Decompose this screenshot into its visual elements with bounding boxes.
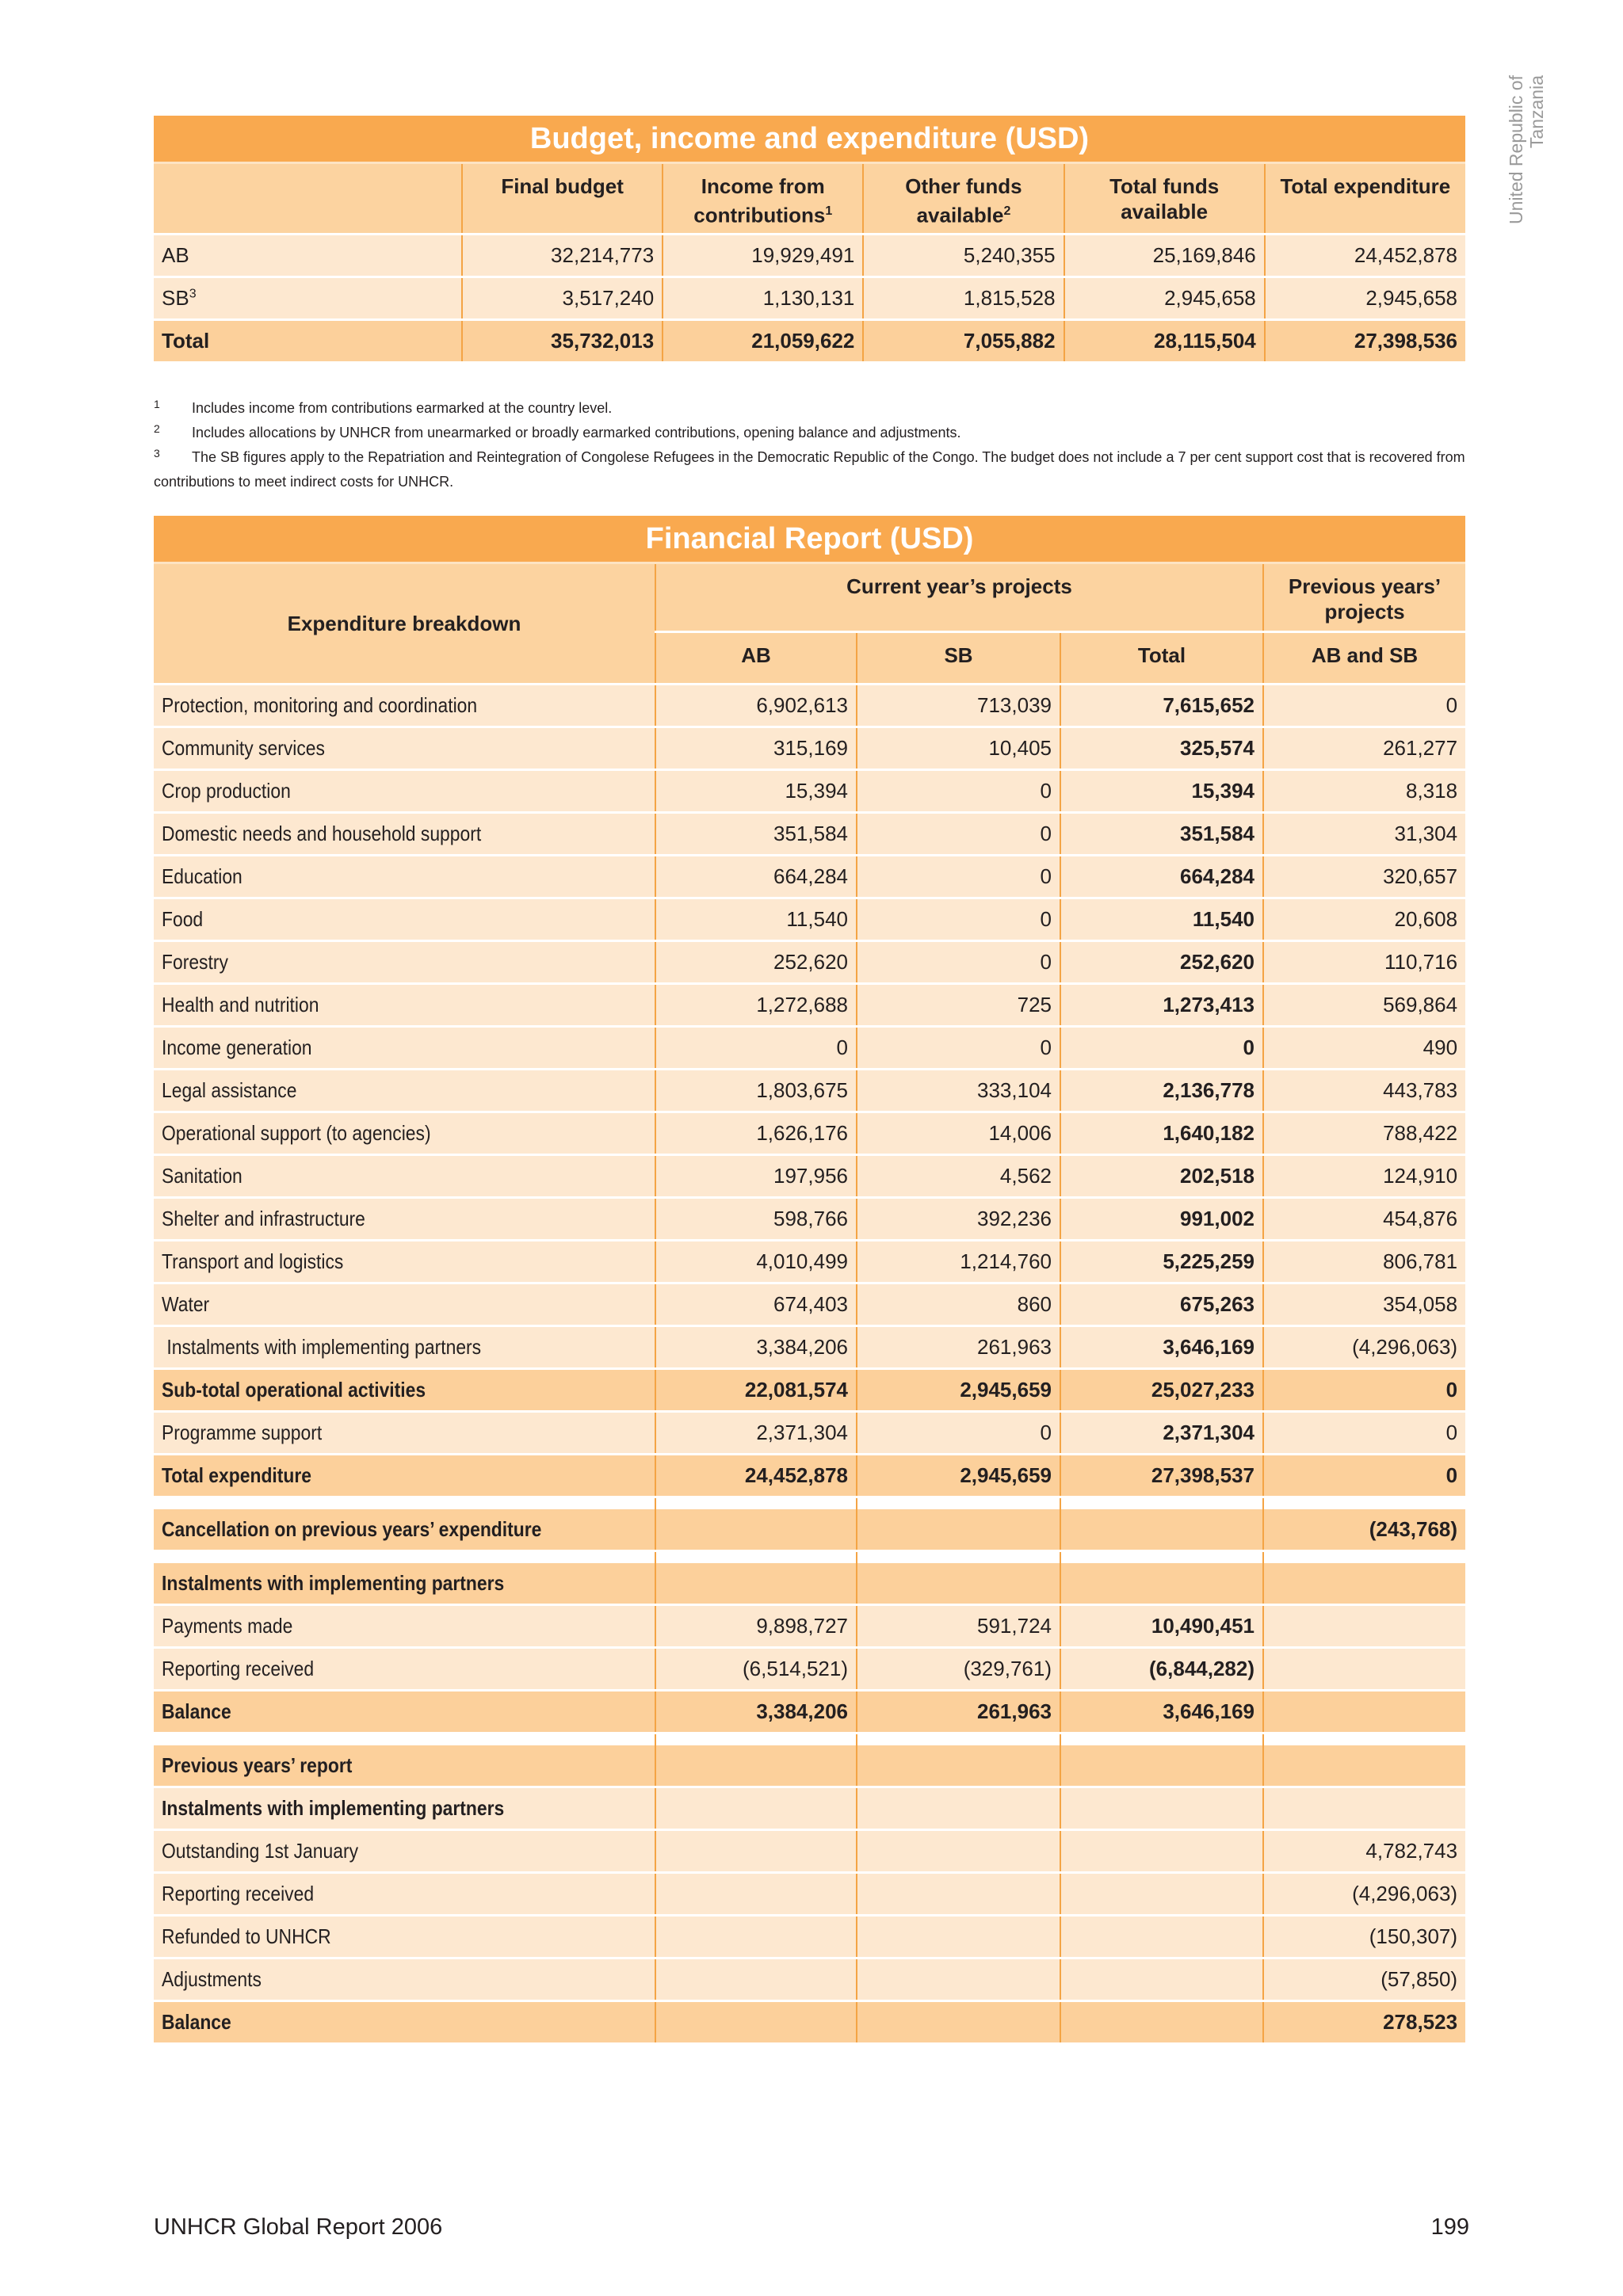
- table-row: [154, 1563, 1465, 1605]
- cell-previous-years: 443,783: [1263, 1070, 1465, 1112]
- cell-previous-years: 31,304: [1263, 813, 1465, 856]
- row-label-cell: [154, 1283, 655, 1326]
- side-section-title: [1506, 75, 1553, 257]
- cell-total: [1060, 1830, 1263, 1873]
- footnote-number: 2: [154, 422, 160, 435]
- row-label-cell: [154, 898, 655, 941]
- financial-report-title: Financial Report (USD): [154, 516, 1465, 563]
- spacer-cell: [857, 1551, 1060, 1564]
- row-label: Cancellation on previous years’ expenditure: [162, 1517, 542, 1541]
- footnote-ref: 2: [1003, 204, 1011, 218]
- row-label-cell: [154, 1509, 655, 1551]
- table-row: [154, 235, 1465, 277]
- header-label: Final budget: [501, 174, 624, 198]
- row-label-cell: [154, 1873, 655, 1916]
- row-label: Reporting received: [162, 1657, 315, 1680]
- row-label-cell: [154, 1605, 655, 1648]
- row-label-cell: [154, 984, 655, 1027]
- spacer-cell: [1263, 1733, 1465, 1746]
- cell-sb: 0: [857, 813, 1060, 856]
- cell-ab: 664,284: [655, 856, 857, 898]
- spacer-cell: [154, 1497, 655, 1510]
- row-label: Community services: [162, 736, 325, 760]
- table-row: [154, 1198, 1465, 1241]
- row-label-cell: [154, 1958, 655, 2001]
- row-label-cell: [154, 1830, 655, 1873]
- row-label: Sanitation: [162, 1164, 242, 1188]
- header-label: Total expenditure: [1280, 174, 1451, 198]
- row-label: Instalments with implementing partners: [162, 1796, 505, 1820]
- cell-ab: 3,384,206: [655, 1691, 857, 1733]
- footnote-number: 3: [154, 447, 160, 460]
- spacer-cell: [1263, 1551, 1465, 1564]
- cell-sb: 1,214,760: [857, 1241, 1060, 1283]
- cell-ab: 674,403: [655, 1283, 857, 1326]
- cell-previous-years: 8,318: [1263, 770, 1465, 813]
- row-label-cell: [154, 1027, 655, 1070]
- table-row: [154, 1412, 1465, 1455]
- table-row: [154, 1648, 1465, 1691]
- cell-previous-years: [1263, 1563, 1465, 1605]
- footnote: [154, 445, 1469, 494]
- cell-total: 11,540: [1060, 898, 1263, 941]
- cell-sb: 4,562: [857, 1155, 1060, 1198]
- cell-total: 25,027,233: [1060, 1369, 1263, 1412]
- cell-value: 35,732,013: [462, 320, 663, 363]
- cell-total: [1060, 1916, 1263, 1958]
- cell-ab: 9,898,727: [655, 1605, 857, 1648]
- table-row: [154, 727, 1465, 770]
- cell-total: 991,002: [1060, 1198, 1263, 1241]
- row-label: Sub-total operational activities: [162, 1378, 426, 1402]
- cell-ab: 22,081,574: [655, 1369, 857, 1412]
- row-label: Operational support (to agencies): [162, 1121, 431, 1145]
- cell-previous-years: [1263, 1787, 1465, 1830]
- cell-previous-years: 320,657: [1263, 856, 1465, 898]
- cell-sb: 0: [857, 1027, 1060, 1070]
- spacer-cell: [857, 1497, 1060, 1510]
- cell-value: 21,059,622: [663, 320, 863, 363]
- cell-value: 5,240,355: [863, 235, 1064, 277]
- cell-previous-years: (243,768): [1263, 1509, 1465, 1551]
- cell-sb: 713,039: [857, 685, 1060, 727]
- footnote-number: 1: [154, 398, 160, 410]
- table-row: [154, 1691, 1465, 1733]
- cell-previous-years: 278,523: [1263, 2001, 1465, 2044]
- row-label: Transport and logistics: [162, 1249, 344, 1273]
- cell-value: 19,929,491: [663, 235, 863, 277]
- cell-ab: 1,803,675: [655, 1070, 857, 1112]
- spacer-cell: [857, 1733, 1060, 1746]
- spacer-cell: [1060, 1733, 1263, 1746]
- cell-total: 325,574: [1060, 727, 1263, 770]
- table-row: [154, 1787, 1465, 1830]
- cell-total: 7,615,652: [1060, 685, 1263, 727]
- cell-sb: [857, 1916, 1060, 1958]
- row-label-cell: [154, 1648, 655, 1691]
- cell-previous-years: 354,058: [1263, 1283, 1465, 1326]
- table-row: [154, 984, 1465, 1027]
- cell-sb: 0: [857, 1412, 1060, 1455]
- cell-total: 351,584: [1060, 813, 1263, 856]
- table-row: [154, 1873, 1465, 1916]
- row-label: [154, 320, 462, 363]
- cell-sb: 0: [857, 941, 1060, 984]
- header-current-year: Current year’s projects: [655, 563, 1263, 632]
- cell-total: 0: [1060, 1027, 1263, 1070]
- cell-total: 252,620: [1060, 941, 1263, 984]
- table-row: [154, 1916, 1465, 1958]
- cell-previous-years: 569,864: [1263, 984, 1465, 1027]
- footnotes: [154, 396, 1469, 494]
- row-label: Programme support: [162, 1421, 323, 1444]
- cell-value: 1,130,131: [663, 277, 863, 320]
- table-row: [154, 1027, 1465, 1070]
- row-label-text: Total: [162, 329, 210, 353]
- cell-ab: 2,371,304: [655, 1412, 857, 1455]
- spacer-row: [154, 1551, 1465, 1564]
- cell-previous-years: 261,277: [1263, 727, 1465, 770]
- row-label-text: SB: [162, 286, 189, 310]
- cell-previous-years: 124,910: [1263, 1155, 1465, 1198]
- row-label: Instalments with implementing partners: [162, 1335, 482, 1359]
- cell-sb: 0: [857, 770, 1060, 813]
- table-row: [154, 2001, 1465, 2044]
- cell-ab: [655, 1563, 857, 1605]
- cell-sb: 14,006: [857, 1112, 1060, 1155]
- cell-ab: [655, 1958, 857, 2001]
- table-row: [154, 898, 1465, 941]
- cell-previous-years: 0: [1263, 1412, 1465, 1455]
- header-col: [663, 163, 863, 235]
- cell-previous-years: 0: [1263, 685, 1465, 727]
- table-row: [154, 1745, 1465, 1787]
- table-row: [154, 1509, 1465, 1551]
- cell-total: 3,646,169: [1060, 1691, 1263, 1733]
- cell-previous-years: 0: [1263, 1455, 1465, 1497]
- cell-ab: 3,384,206: [655, 1326, 857, 1369]
- row-label-cell: [154, 1916, 655, 1958]
- row-label-cell: [154, 1112, 655, 1155]
- cell-previous-years: 454,876: [1263, 1198, 1465, 1241]
- cell-value: 2,945,658: [1265, 277, 1465, 320]
- row-label: Reporting received: [162, 1882, 315, 1905]
- row-label: Balance: [162, 2010, 231, 2034]
- row-label-cell: [154, 727, 655, 770]
- cell-ab: 6,902,613: [655, 685, 857, 727]
- row-label-cell: [154, 1241, 655, 1283]
- row-label-cell: [154, 1155, 655, 1198]
- cell-sb: [857, 1745, 1060, 1787]
- cell-previous-years: [1263, 1605, 1465, 1648]
- cell-ab: 1,272,688: [655, 984, 857, 1027]
- spacer-cell: [154, 1551, 655, 1564]
- cell-sb: 2,945,659: [857, 1369, 1060, 1412]
- cell-ab: 4,010,499: [655, 1241, 857, 1283]
- cell-previous-years: (57,850): [1263, 1958, 1465, 2001]
- table-row: [154, 1830, 1465, 1873]
- cell-ab: [655, 1787, 857, 1830]
- cell-ab: 11,540: [655, 898, 857, 941]
- budget-table: [154, 116, 1465, 364]
- header-col: [462, 163, 663, 235]
- cell-ab: [655, 1745, 857, 1787]
- row-label-text: AB: [162, 243, 189, 267]
- spacer-cell: [655, 1497, 857, 1510]
- row-label: Outstanding 1st January: [162, 1839, 359, 1863]
- row-label-cell: [154, 2001, 655, 2044]
- cell-total: [1060, 1958, 1263, 2001]
- cell-previous-years: 110,716: [1263, 941, 1465, 984]
- row-label-cell: [154, 1369, 655, 1412]
- spacer-cell: [1060, 1551, 1263, 1564]
- row-label-cell: [154, 1326, 655, 1369]
- cell-total: 27,398,537: [1060, 1455, 1263, 1497]
- row-label-cell: [154, 941, 655, 984]
- cell-sb: 860: [857, 1283, 1060, 1326]
- cell-ab: [655, 1509, 857, 1551]
- row-label: Refunded to UNHCR: [162, 1924, 331, 1948]
- cell-value: 3,517,240: [462, 277, 663, 320]
- cell-total: [1060, 1509, 1263, 1551]
- cell-value: 1,815,528: [863, 277, 1064, 320]
- cell-previous-years: 490: [1263, 1027, 1465, 1070]
- page-number: 199: [1430, 2214, 1469, 2240]
- table-row: [154, 1112, 1465, 1155]
- row-label: Forestry: [162, 950, 228, 974]
- cell-previous-years: [1263, 1648, 1465, 1691]
- row-label: Income generation: [162, 1035, 312, 1059]
- cell-previous-years: (150,307): [1263, 1916, 1465, 1958]
- row-label: Shelter and infrastructure: [162, 1207, 365, 1230]
- cell-sb: 725: [857, 984, 1060, 1027]
- spacer-cell: [655, 1733, 857, 1746]
- cell-ab: 315,169: [655, 727, 857, 770]
- row-label-cell: [154, 1455, 655, 1497]
- spacer-cell: [1060, 1497, 1263, 1510]
- row-label: Adjustments: [162, 1967, 262, 1991]
- cell-total: [1060, 1787, 1263, 1830]
- cell-sb: 10,405: [857, 727, 1060, 770]
- header-ab-and-sb: AB and SB: [1263, 632, 1465, 685]
- cell-sb: 2,945,659: [857, 1455, 1060, 1497]
- row-label-cell: [154, 1691, 655, 1733]
- header-label: Income from contributions: [693, 174, 826, 227]
- cell-ab: [655, 1873, 857, 1916]
- cell-previous-years: 20,608: [1263, 898, 1465, 941]
- cell-ab: [655, 1916, 857, 1958]
- cell-ab: [655, 1830, 857, 1873]
- cell-total: 202,518: [1060, 1155, 1263, 1198]
- cell-sb: 333,104: [857, 1070, 1060, 1112]
- cell-total: 10,490,451: [1060, 1605, 1263, 1648]
- row-label: Protection, monitoring and coordination: [162, 693, 478, 717]
- cell-value: 28,115,504: [1064, 320, 1265, 363]
- cell-sb: 591,724: [857, 1605, 1060, 1648]
- header-sb: SB: [857, 632, 1060, 685]
- cell-previous-years: [1263, 1745, 1465, 1787]
- cell-ab: 197,956: [655, 1155, 857, 1198]
- row-label-cell: [154, 813, 655, 856]
- row-label: Domestic needs and household support: [162, 822, 482, 845]
- footnote-ref: 3: [189, 287, 197, 301]
- table-row: [154, 277, 1465, 320]
- cell-previous-years: [1263, 1691, 1465, 1733]
- cell-sb: 261,963: [857, 1326, 1060, 1369]
- cell-sb: 0: [857, 856, 1060, 898]
- side-title-line-1: United Republic of: [1506, 75, 1526, 224]
- footnote: [154, 421, 1469, 445]
- header-col: [1265, 163, 1465, 235]
- row-label: Payments made: [162, 1614, 293, 1638]
- row-label: Balance: [162, 1699, 231, 1723]
- table-row: [154, 1369, 1465, 1412]
- table-row: [154, 770, 1465, 813]
- cell-value: 32,214,773: [462, 235, 663, 277]
- row-label: [154, 277, 462, 320]
- cell-sb: [857, 1509, 1060, 1551]
- cell-sb: (329,761): [857, 1648, 1060, 1691]
- cell-total: [1060, 1745, 1263, 1787]
- cell-value: 27,398,536: [1265, 320, 1465, 363]
- header-blank: [154, 163, 462, 235]
- cell-total: [1060, 1873, 1263, 1916]
- cell-ab: [655, 2001, 857, 2044]
- row-label-cell: [154, 1787, 655, 1830]
- header-ab: AB: [655, 632, 857, 685]
- cell-previous-years: 788,422: [1263, 1112, 1465, 1155]
- row-label-cell: [154, 856, 655, 898]
- cell-previous-years: 806,781: [1263, 1241, 1465, 1283]
- cell-total: 3,646,169: [1060, 1326, 1263, 1369]
- cell-total: 1,640,182: [1060, 1112, 1263, 1155]
- spacer-cell: [655, 1551, 857, 1564]
- table-row: [154, 1958, 1465, 2001]
- row-label: Water: [162, 1292, 210, 1316]
- cell-previous-years: 4,782,743: [1263, 1830, 1465, 1873]
- cell-total: 1,273,413: [1060, 984, 1263, 1027]
- table-row: [154, 856, 1465, 898]
- cell-total: 2,371,304: [1060, 1412, 1263, 1455]
- cell-ab: 1,626,176: [655, 1112, 857, 1155]
- table-row: [154, 1241, 1465, 1283]
- header-label: Other funds available: [905, 174, 1022, 227]
- header-col: [863, 163, 1064, 235]
- cell-sb: 261,963: [857, 1691, 1060, 1733]
- side-title-line-2: Tanzania: [1526, 75, 1547, 149]
- cell-value: 2,945,658: [1064, 277, 1265, 320]
- cell-sb: [857, 1830, 1060, 1873]
- row-label: Education: [162, 864, 242, 888]
- cell-previous-years: 0: [1263, 1369, 1465, 1412]
- footnote-text: Includes income from contributions earmarked at the country level.: [192, 400, 613, 416]
- row-label: Food: [162, 907, 204, 931]
- table-row: [154, 813, 1465, 856]
- cell-ab: 252,620: [655, 941, 857, 984]
- spacer-row: [154, 1733, 1465, 1746]
- row-label-cell: [154, 1198, 655, 1241]
- cell-ab: 15,394: [655, 770, 857, 813]
- header-total: Total: [1060, 632, 1263, 685]
- row-label: Crop production: [162, 779, 291, 803]
- footnote: [154, 396, 1469, 421]
- table-row: [154, 1605, 1465, 1648]
- header-previous-years: Previous years’ projects: [1263, 563, 1465, 632]
- cell-total: 664,284: [1060, 856, 1263, 898]
- row-label: [154, 235, 462, 277]
- footer-report-name: UNHCR Global Report 2006: [154, 2214, 443, 2240]
- row-label-cell: [154, 1563, 655, 1605]
- cell-value: 25,169,846: [1064, 235, 1265, 277]
- footnote-text: Includes allocations by UNHCR from unearmarked or broadly earmarked contributions, opening balance and adjustments.: [192, 425, 961, 441]
- table-row: [154, 1283, 1465, 1326]
- cell-ab: 0: [655, 1027, 857, 1070]
- cell-total: (6,844,282): [1060, 1648, 1263, 1691]
- cell-value: 24,452,878: [1265, 235, 1465, 277]
- cell-total: 5,225,259: [1060, 1241, 1263, 1283]
- cell-ab: 351,584: [655, 813, 857, 856]
- financial-report-table: [154, 516, 1465, 2045]
- cell-sb: 0: [857, 898, 1060, 941]
- footnote-ref: 1: [825, 204, 833, 218]
- spacer-cell: [154, 1733, 655, 1746]
- table-row: [154, 1155, 1465, 1198]
- row-label-cell: [154, 685, 655, 727]
- cell-total: 15,394: [1060, 770, 1263, 813]
- row-label-cell: [154, 1745, 655, 1787]
- table-row: [154, 685, 1465, 727]
- header-label: Total funds available: [1109, 174, 1220, 223]
- cell-total: 2,136,778: [1060, 1070, 1263, 1112]
- table-row: [154, 941, 1465, 984]
- cell-sb: [857, 1787, 1060, 1830]
- spacer-row: [154, 1497, 1465, 1510]
- cell-sb: [857, 1563, 1060, 1605]
- cell-sb: 392,236: [857, 1198, 1060, 1241]
- cell-total: [1060, 1563, 1263, 1605]
- cell-previous-years: (4,296,063): [1263, 1326, 1465, 1369]
- row-label: Previous years’ report: [162, 1753, 353, 1777]
- cell-sb: [857, 2001, 1060, 2044]
- row-label: Legal assistance: [162, 1078, 297, 1102]
- row-label-cell: [154, 1412, 655, 1455]
- header-expenditure-breakdown: Expenditure breakdown: [154, 563, 655, 685]
- cell-previous-years: (4,296,063): [1263, 1873, 1465, 1916]
- spacer-cell: [1263, 1497, 1465, 1510]
- cell-value: 7,055,882: [863, 320, 1064, 363]
- row-label-cell: [154, 1070, 655, 1112]
- cell-ab: 24,452,878: [655, 1455, 857, 1497]
- table-row: [154, 1455, 1465, 1497]
- budget-table-title: Budget, income and expenditure (USD): [154, 116, 1465, 163]
- cell-ab: 598,766: [655, 1198, 857, 1241]
- table-row: [154, 1326, 1465, 1369]
- footnote-text: The SB figures apply to the Repatriation and Reintegration of Congolese Refugees in the Democratic Republic of the Congo. The budget does not include a 7 per cent support cost that is recovered from contributions to meet indirect costs for UNHCR.: [154, 449, 1465, 490]
- cell-ab: (6,514,521): [655, 1648, 857, 1691]
- cell-total: [1060, 2001, 1263, 2044]
- header-col: [1064, 163, 1265, 235]
- table-row: [154, 1070, 1465, 1112]
- cell-sb: [857, 1958, 1060, 2001]
- table-row: [154, 320, 1465, 363]
- row-label: Instalments with implementing partners: [162, 1571, 505, 1595]
- row-label-cell: [154, 770, 655, 813]
- cell-total: 675,263: [1060, 1283, 1263, 1326]
- cell-sb: [857, 1873, 1060, 1916]
- row-label: Health and nutrition: [162, 993, 319, 1016]
- row-label: Total expenditure: [162, 1463, 312, 1487]
